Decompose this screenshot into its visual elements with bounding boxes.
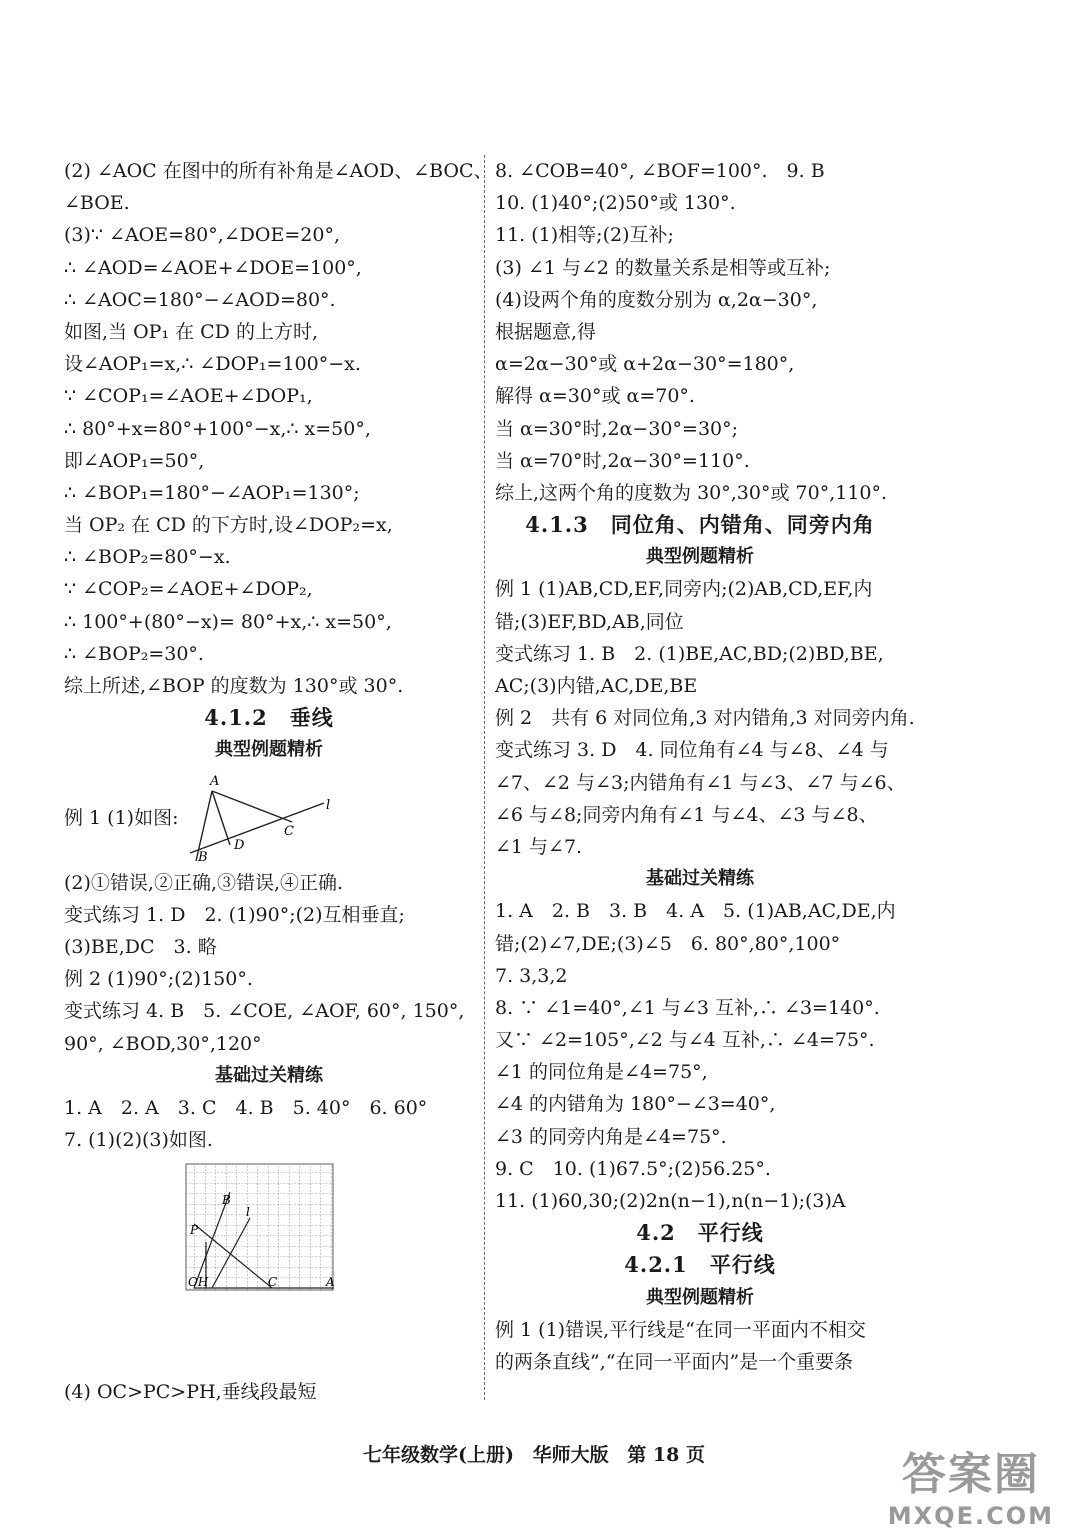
answer-line: ∵ ∠COP₂=∠AOE+∠DOP₂,	[64, 578, 313, 601]
answer-line: 变式练习 1. B 2. (1)BE,AC,BD;(2)BD,BE,	[495, 642, 884, 665]
answer-line: 设∠AOP₁=x,∴ ∠DOP₁=100°−x.	[64, 353, 361, 376]
answer-line: (2) ∠AOC 在图中的所有补角是∠AOD、∠BOC、	[64, 160, 493, 182]
answer-line: 8. ∵ ∠1=40°,∠1 与∠3 互补,∴ ∠3=140°.	[495, 996, 880, 1019]
answer-line: 例 2 共有 6 对同位角,3 对内错角,3 对同旁内角.	[495, 707, 915, 730]
column-divider	[484, 155, 485, 1400]
answer-line: 9. C 10. (1)67.5°;(2)56.25°.	[495, 1157, 771, 1180]
answer-line: (2)①错误,②正确,③错误,④正确.	[64, 871, 344, 894]
answer-line: ∠6 与∠8;同旁内角有∠1 与∠4、∠3 与∠8、	[495, 803, 878, 826]
answer-line: 11. (1)相等;(2)互补;	[495, 224, 674, 247]
answer-line: 8. ∠COB=40°, ∠BOF=100°. 9. B	[495, 160, 825, 182]
answer-line: 变式练习 4. B 5. ∠COE, ∠AOF, 60°, 150°,	[64, 1000, 465, 1023]
answer-line: (4) OC>PC>PH,垂线段最短	[64, 1381, 317, 1404]
answer-line: 11. (1)60,30;(2)2n(n−1),n(n−1);(3)A	[495, 1190, 846, 1212]
answer-line: ∴ ∠AOD=∠AOE+∠DOE=100°,	[64, 256, 362, 279]
answer-line: 即∠AOP₁=50°,	[64, 449, 205, 472]
answer-line: (3)BE,DC 3. 略	[64, 935, 217, 958]
answer-line: 根据题意,得	[495, 320, 597, 343]
answer-line: 如图,当 OP₁ 在 CD 的上方时,	[64, 320, 318, 343]
example-figure-row	[64, 767, 474, 867]
answer-line: 当 OP₂ 在 CD 的下方时,设∠DOP₂=x,	[64, 514, 393, 537]
watermark-url: MXQE.COM	[887, 1502, 1054, 1530]
answer-line: 90°, ∠BOD,30°,120°	[64, 1032, 262, 1055]
answer-line: ∴ 80°+x=80°+100°−x,∴ x=50°,	[64, 417, 371, 440]
point-b-label: B	[222, 1193, 231, 1208]
answer-line: AC;(3)内错,AC,DE,BE	[495, 675, 698, 697]
point-b-label: B	[198, 850, 209, 865]
footer-edition: 华师大版	[532, 1444, 609, 1466]
answer-line: (3) ∠1 与∠2 的数量关系是相等或互补;	[495, 256, 831, 279]
answer-line: ∴ ∠BOP₂=80°−x.	[64, 546, 231, 569]
answer-line: 当 α=30°时,2α−30°=30°;	[495, 417, 739, 440]
section-title: 4.1.3 同位角、内错角、同旁内角	[525, 512, 875, 538]
answer-line: ∵ ∠COP₁=∠AOE+∠DOP₁,	[64, 385, 313, 408]
answer-line: ∠1 与∠7.	[495, 835, 583, 858]
answer-line: 例 1 (1)错误,平行线是“在同一平面内不相交	[495, 1318, 866, 1341]
subsection-title: 基础过关精练	[646, 868, 754, 890]
point-d-label: D	[234, 838, 245, 854]
line-l-label: l	[326, 798, 331, 814]
subsection-title: 典型例题精析	[646, 1286, 754, 1308]
right-column	[495, 155, 915, 1378]
answer-line: 又∵ ∠2=105°,∠2 与∠4 互补,∴ ∠4=75°.	[495, 1029, 875, 1052]
answer-line: 7. (1)(2)(3)如图.	[64, 1129, 213, 1152]
grid-figure	[184, 1162, 344, 1302]
section-title: 4.2 平行线	[636, 1220, 764, 1246]
example-label: 例 1 (1)如图:	[64, 807, 179, 830]
answer-line: α=2α−30°或 α+2α−30°=180°,	[495, 353, 795, 376]
answer-line: 综上,这两个角的度数为 30°,30°或 70°,110°.	[495, 481, 888, 504]
line-l-label: l	[246, 1205, 250, 1220]
answer-line: 的两条直线”,“在同一平面内”是一个重要条	[495, 1350, 854, 1373]
answer-line: ∴ ∠AOC=180°−∠AOD=80°.	[64, 288, 336, 311]
section-title: 4.1.2 垂线	[204, 705, 334, 731]
answer-line: ∠4 的内错角为 180°−∠3=40°,	[495, 1093, 776, 1116]
answer-line: 1. A 2. B 3. B 4. A 5. (1)AB,AC,DE,内	[495, 900, 896, 923]
point-c-label: C	[284, 824, 295, 840]
point-oh-label: OH	[188, 1275, 209, 1290]
answer-line: 综上所述,∠BOP 的度数为 130°或 30°.	[64, 675, 404, 697]
answer-line: (3)∵ ∠AOE=80°,∠DOE=20°,	[64, 224, 341, 247]
point-p-label: P	[190, 1223, 199, 1238]
answer-line: ∠1 的同位角是∠4=75°,	[495, 1061, 708, 1084]
answer-line: ∴ ∠BOP₁=180°−∠AOP₁=130°;	[64, 481, 360, 504]
answer-line: (4)设两个角的度数分别为 α,2α−30°,	[495, 288, 818, 311]
answer-line: ∠BOE.	[64, 192, 130, 215]
answer-line: 7. 3,3,2	[495, 964, 568, 987]
answer-line: ∴ ∠BOP₂=30°.	[64, 642, 204, 665]
answer-line: 例 1 (1)AB,CD,EF,同旁内;(2)AB,CD,EF,内	[495, 578, 873, 601]
footer-page-number: 第 18 页	[627, 1444, 705, 1466]
subsection-title: 典型例题精析	[215, 739, 323, 761]
answer-line: ∠3 的同旁内角是∠4=75°.	[495, 1125, 727, 1148]
section-title: 4.2.1 平行线	[624, 1252, 776, 1278]
watermark-logo: 答案圈	[901, 1449, 1040, 1500]
answer-line: ∠7、∠2 与∠3;内错角有∠1 与∠3、∠7 与∠6、	[495, 771, 906, 794]
answer-line: 错;(2)∠7,DE;(3)∠5 6. 80°,80°,100°	[495, 932, 841, 955]
answer-line: 解得 α=30°或 α=70°.	[495, 385, 695, 408]
answer-line: 错;(3)EF,BD,AB,同位	[495, 610, 684, 633]
answer-line: 当 α=70°时,2α−30°=110°.	[495, 449, 750, 472]
watermark	[888, 1438, 1054, 1530]
answer-line: 1. A 2. A 3. C 4. B 5. 40° 6. 60°	[64, 1096, 428, 1119]
answer-line: ∴ 100°+(80°−x)= 80°+x,∴ x=50°,	[64, 610, 392, 633]
answer-line: 变式练习 3. D 4. 同位角有∠4 与∠8、∠4 与	[495, 739, 889, 762]
answer-line: 例 2 (1)90°;(2)150°.	[64, 968, 253, 991]
point-c-label: C	[268, 1275, 278, 1290]
answer-line: 10. (1)40°;(2)50°或 130°.	[495, 192, 736, 215]
point-a-label: A	[326, 1275, 335, 1290]
footer-book-title: 七年级数学(上册)	[363, 1444, 515, 1466]
subsection-title: 基础过关精练	[215, 1064, 323, 1086]
grid-figure-row	[64, 1156, 474, 1376]
subsection-title: 典型例题精析	[646, 546, 754, 568]
perpendicular-figure	[184, 769, 334, 864]
answer-line: 变式练习 1. D 2. (1)90°;(2)互相垂直;	[64, 903, 405, 926]
point-a-label: A	[210, 774, 220, 790]
left-column	[64, 155, 493, 1408]
